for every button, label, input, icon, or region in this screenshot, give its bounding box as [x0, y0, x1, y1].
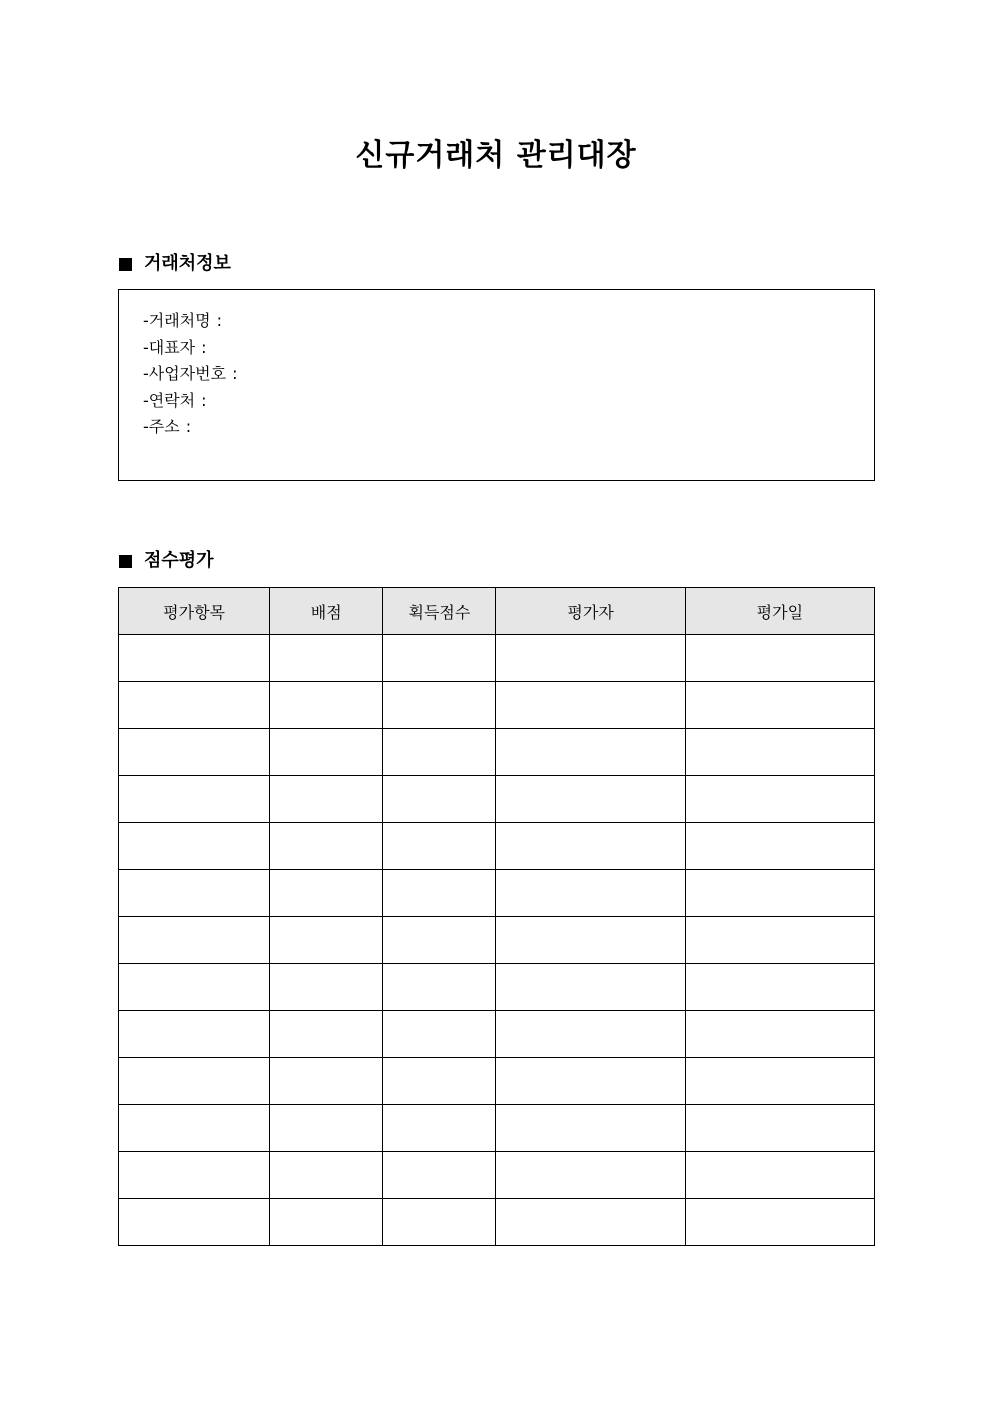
- table-cell-eval-item[interactable]: [119, 729, 270, 776]
- field-representative[interactable]: [143, 335, 237, 362]
- field-representative-colon: :: [201, 337, 207, 357]
- table-cell-obtained-score[interactable]: [383, 1011, 496, 1058]
- field-business-number-label: -사업자번호: [143, 364, 227, 383]
- field-business-number-colon: :: [232, 364, 238, 383]
- score-eval-table: [118, 587, 875, 1246]
- score-eval-heading-label: 점수평가: [144, 550, 214, 571]
- table-cell-obtained-score[interactable]: [383, 635, 496, 682]
- table-cell-allocated-score[interactable]: [270, 917, 383, 964]
- table-cell-eval-date[interactable]: [685, 729, 874, 776]
- table-cell-allocated-score[interactable]: [270, 1011, 383, 1058]
- table-row: [119, 776, 875, 823]
- table-cell-allocated-score[interactable]: [270, 870, 383, 917]
- table-cell-eval-date[interactable]: [685, 1152, 874, 1199]
- field-contact-label: -연락처: [143, 390, 196, 410]
- table-row: [119, 870, 875, 917]
- table-cell-eval-date[interactable]: [685, 1058, 874, 1105]
- field-contact[interactable]: [143, 388, 237, 415]
- partner-info-heading-label: 거래처정보: [144, 253, 231, 274]
- table-cell-eval-date[interactable]: [685, 917, 874, 964]
- table-row: [119, 1199, 875, 1246]
- table-cell-eval-date[interactable]: [685, 870, 874, 917]
- table-cell-eval-item[interactable]: [119, 1199, 270, 1246]
- table-cell-obtained-score[interactable]: [383, 682, 496, 729]
- score-eval-heading: [119, 549, 214, 573]
- table-cell-eval-item[interactable]: [119, 1105, 270, 1152]
- table-cell-eval-item[interactable]: [119, 870, 270, 917]
- table-cell-obtained-score[interactable]: [383, 1105, 496, 1152]
- table-cell-eval-date[interactable]: [685, 776, 874, 823]
- table-row: [119, 635, 875, 682]
- table-cell-allocated-score[interactable]: [270, 1105, 383, 1152]
- table-cell-evaluator[interactable]: [496, 870, 685, 917]
- column-header-eval-item: 평가항목: [119, 588, 270, 635]
- table-cell-evaluator[interactable]: [496, 917, 685, 964]
- score-eval-table-body: [119, 635, 875, 1246]
- column-header-eval-date: 평가일: [685, 588, 874, 635]
- table-row: [119, 1058, 875, 1105]
- table-cell-eval-date[interactable]: [685, 823, 874, 870]
- table-row: [119, 682, 875, 729]
- table-cell-evaluator[interactable]: [496, 1105, 685, 1152]
- table-cell-evaluator[interactable]: [496, 635, 685, 682]
- table-cell-evaluator[interactable]: [496, 1152, 685, 1199]
- table-cell-eval-date[interactable]: [685, 1011, 874, 1058]
- field-company-name-label: -거래처명: [143, 311, 211, 330]
- table-row: [119, 1011, 875, 1058]
- table-row: [119, 917, 875, 964]
- table-cell-eval-date[interactable]: [685, 1199, 874, 1246]
- table-cell-eval-item[interactable]: [119, 1011, 270, 1058]
- table-cell-evaluator[interactable]: [496, 682, 685, 729]
- table-header-row: [119, 588, 875, 635]
- table-cell-eval-item[interactable]: [119, 917, 270, 964]
- field-company-name-colon: :: [216, 311, 222, 330]
- table-cell-obtained-score[interactable]: [383, 823, 496, 870]
- table-cell-obtained-score[interactable]: [383, 776, 496, 823]
- table-cell-obtained-score[interactable]: [383, 870, 496, 917]
- table-cell-eval-item[interactable]: [119, 964, 270, 1011]
- column-header-obtained-score: 획득점수: [383, 588, 496, 635]
- table-cell-allocated-score[interactable]: [270, 1152, 383, 1199]
- table-cell-eval-date[interactable]: [685, 682, 874, 729]
- field-address-colon: :: [185, 417, 192, 436]
- square-bullet-icon: [119, 258, 132, 271]
- table-cell-evaluator[interactable]: [496, 1011, 685, 1058]
- table-cell-obtained-score[interactable]: [383, 1199, 496, 1246]
- field-business-number[interactable]: [143, 361, 237, 388]
- table-cell-eval-item[interactable]: [119, 682, 270, 729]
- table-cell-eval-item[interactable]: [119, 1152, 270, 1199]
- table-cell-allocated-score[interactable]: [270, 964, 383, 1011]
- table-row: [119, 1152, 875, 1199]
- table-cell-evaluator[interactable]: [496, 964, 685, 1011]
- table-cell-eval-item[interactable]: [119, 823, 270, 870]
- table-cell-evaluator[interactable]: [496, 729, 685, 776]
- table-cell-eval-date[interactable]: [685, 1105, 874, 1152]
- partner-info-box: [118, 289, 875, 481]
- table-cell-evaluator[interactable]: [496, 1199, 685, 1246]
- table-row: [119, 729, 875, 776]
- partner-info-fields: [143, 308, 237, 441]
- table-cell-allocated-score[interactable]: [270, 1058, 383, 1105]
- field-address-label: -주소: [143, 417, 180, 436]
- column-header-evaluator: 평가자: [496, 588, 685, 635]
- field-contact-colon: :: [201, 390, 207, 410]
- square-bullet-icon: [119, 555, 132, 568]
- table-cell-eval-item[interactable]: [119, 1058, 270, 1105]
- table-row: [119, 1105, 875, 1152]
- column-header-allocated-score: 배점: [270, 588, 383, 635]
- table-cell-eval-date[interactable]: [685, 635, 874, 682]
- table-cell-allocated-score[interactable]: [270, 635, 383, 682]
- field-address[interactable]: [143, 414, 237, 441]
- table-cell-allocated-score[interactable]: [270, 682, 383, 729]
- table-cell-eval-item[interactable]: [119, 635, 270, 682]
- page-title: 신규거래처 관리대장: [355, 138, 637, 173]
- partner-info-heading: [119, 252, 231, 276]
- table-cell-eval-date[interactable]: [685, 964, 874, 1011]
- table-cell-obtained-score[interactable]: [383, 1152, 496, 1199]
- field-company-name[interactable]: [143, 308, 237, 335]
- table-cell-allocated-score[interactable]: [270, 729, 383, 776]
- table-cell-allocated-score[interactable]: [270, 1199, 383, 1246]
- table-cell-evaluator[interactable]: [496, 776, 685, 823]
- table-cell-allocated-score[interactable]: [270, 776, 383, 823]
- table-cell-allocated-score[interactable]: [270, 823, 383, 870]
- table-row: [119, 964, 875, 1011]
- table-cell-obtained-score[interactable]: [383, 917, 496, 964]
- table-cell-evaluator[interactable]: [496, 1058, 685, 1105]
- table-cell-obtained-score[interactable]: [383, 729, 496, 776]
- table-cell-obtained-score[interactable]: [383, 964, 496, 1011]
- table-cell-eval-item[interactable]: [119, 776, 270, 823]
- table-cell-obtained-score[interactable]: [383, 1058, 496, 1105]
- field-representative-label: -대표자: [143, 337, 196, 357]
- table-cell-evaluator[interactable]: [496, 823, 685, 870]
- table-row: [119, 823, 875, 870]
